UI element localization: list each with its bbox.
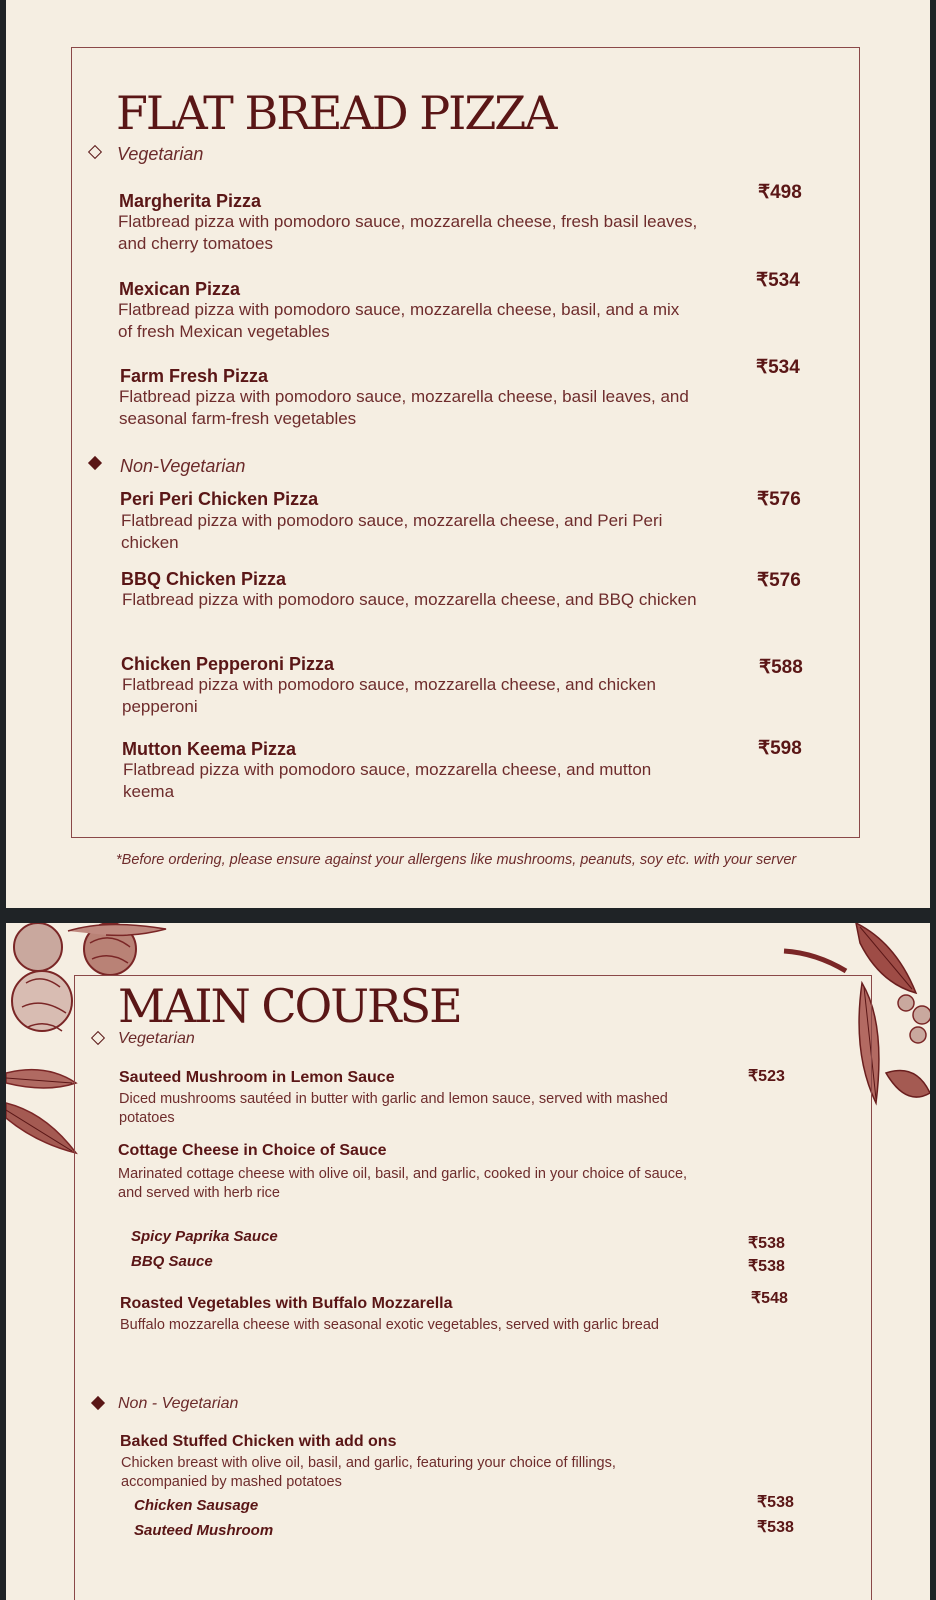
item-price: ₹576 <box>757 570 801 591</box>
option-price: ₹538 <box>757 1519 794 1536</box>
item-description: Flatbread pizza with pomodoro sauce, mozzarella cheese, fresh basil leaves, and cherry tomatoes <box>118 212 698 253</box>
item-name: Margherita Pizza <box>119 191 262 211</box>
item-price: ₹534 <box>756 270 800 291</box>
item-name: Roasted Vegetables with Buffalo Mozzarella <box>120 1295 453 1312</box>
item-name: Sauteed Mushroom in Lemon Sauce <box>119 1069 395 1086</box>
option-name: BBQ Sauce <box>131 1253 213 1270</box>
item-description: Diced mushrooms sautéed in butter with garlic and lemon sauce, served with mashed potatoes <box>119 1091 668 1126</box>
item-name: Farm Fresh Pizza <box>120 366 269 386</box>
item-price: ₹534 <box>756 357 800 378</box>
item-description: Flatbread pizza with pomodoro sauce, mozzarella cheese, and chicken pepperoni <box>122 675 656 716</box>
item-description: Flatbread pizza with pomodoro sauce, mozzarella cheese, basil, and a mix of fresh Mexican vegetables <box>118 300 680 341</box>
item-price: ₹576 <box>757 489 801 510</box>
item-price: ₹523 <box>748 1068 785 1085</box>
option-price: ₹538 <box>748 1235 785 1252</box>
section-label-non-vegetarian: Non-Vegetarian <box>120 456 246 476</box>
item-description: Flatbread pizza with pomodoro sauce, mozzarella cheese, and mutton keema <box>123 760 652 801</box>
item-description: Buffalo mozzarella cheese with seasonal exotic vegetables, served with garlic bread <box>120 1317 659 1333</box>
item-description: Marinated cottage cheese with olive oil, basil, and garlic, cooked in your choice of sauce, and served with herb rice <box>118 1166 688 1201</box>
item-name: Baked Stuffed Chicken with add ons <box>120 1433 397 1450</box>
item-description: Flatbread pizza with pomodoro sauce, mozzarella cheese, and Peri Peri chicken <box>121 511 663 552</box>
item-name: Peri Peri Chicken Pizza <box>120 489 319 509</box>
option-price: ₹538 <box>757 1494 794 1511</box>
item-name: Mexican Pizza <box>119 279 241 299</box>
item-name: Mutton Keema Pizza <box>122 739 297 759</box>
item-price: ₹548 <box>751 1290 788 1307</box>
option-name: Spicy Paprika Sauce <box>131 1228 278 1245</box>
item-price: ₹598 <box>758 738 802 759</box>
menu-page-main-course <box>6 923 930 1600</box>
menu-frame <box>71 47 860 838</box>
allergen-note: *Before ordering, please ensure against your allergens like mushrooms, peanuts, soy etc. with your server <box>116 852 797 868</box>
section-label-vegetarian: Vegetarian <box>118 1030 195 1047</box>
page-title: MAIN COURSE <box>118 979 461 1033</box>
page-title: FLAT BREAD PIZZA <box>116 86 556 140</box>
item-description: Flatbread pizza with pomodoro sauce, mozzarella cheese, and BBQ chicken <box>122 590 697 609</box>
item-description: Chicken breast with olive oil, basil, and garlic, featuring your choice of fillings, accompanied by mashed potatoes <box>121 1455 616 1490</box>
item-price: ₹498 <box>758 182 802 203</box>
menu-page-flatbread-pizza <box>6 0 930 908</box>
section-label-vegetarian: Vegetarian <box>117 144 204 164</box>
item-name: Chicken Pepperoni Pizza <box>121 654 335 674</box>
option-price: ₹538 <box>748 1258 785 1275</box>
item-name: Cottage Cheese in Choice of Sauce <box>118 1142 387 1159</box>
section-label-non-vegetarian: Non - Vegetarian <box>118 1395 239 1412</box>
item-name: BBQ Chicken Pizza <box>121 569 287 589</box>
option-name: Sauteed Mushroom <box>134 1522 274 1539</box>
item-price: ₹588 <box>759 657 803 678</box>
option-name: Chicken Sausage <box>134 1497 259 1514</box>
item-description: Flatbread pizza with pomodoro sauce, mozzarella cheese, basil leaves, and seasonal farm-fresh vegetables <box>119 387 689 428</box>
